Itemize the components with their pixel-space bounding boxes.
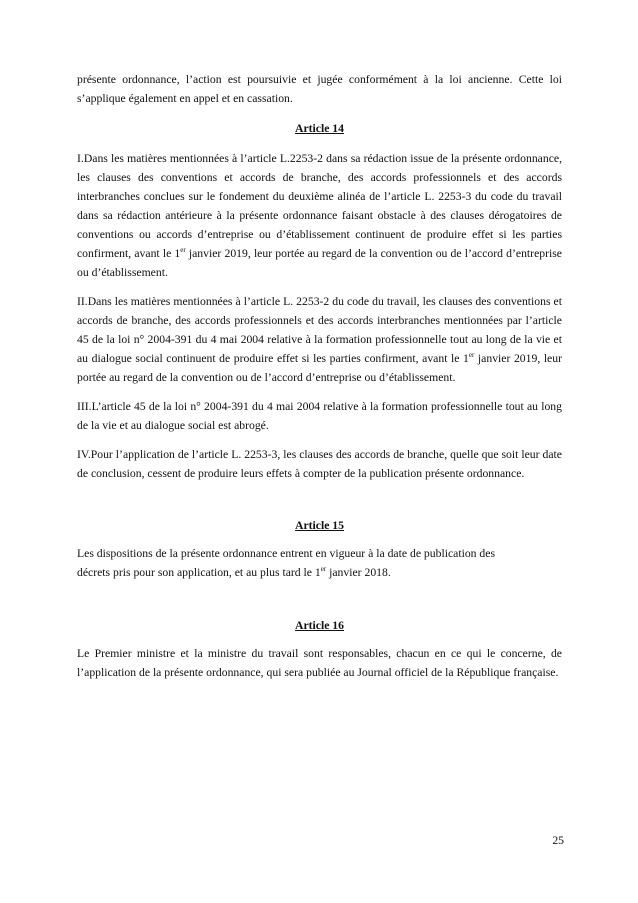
article-15-line-2-text-end: janvier 2018. <box>326 566 391 579</box>
document-page <box>77 70 562 682</box>
article-15-line-2-text: décrets pris pour son application, et au plus tard le 1 <box>77 566 321 579</box>
ordinal-superscript: er <box>468 351 475 360</box>
article-15-heading: Article 15 <box>295 519 344 532</box>
page-number: 25 <box>552 834 564 847</box>
article-14-paragraph-1-text-end: janvier 2019, leur portée au regard de la convention ou de l’accord d’entreprise ou d’établissement. <box>77 247 562 279</box>
article-14-paragraph-3: III.L’article 45 de la loi n° 2004-391 du 4 mai 2004 relative à la formation professionnelle tout au long de la vie et au dialogue social est abrogé. <box>77 400 562 432</box>
article-14-paragraph-4: IV.Pour l’application de l’article L. 2253-3, les clauses des accords de branche, quelle que soit leur date de conclusion, cessent de produire leurs effets à compter de la publication présente ordonnance. <box>77 448 562 480</box>
ordinal-superscript: er <box>320 565 327 574</box>
article-15-line-2 <box>77 563 562 582</box>
ordinal-superscript: er <box>180 246 186 255</box>
article-14-paragraph-1-text: I.Dans les matières mentionnées à l’article L.2253-2 dans sa rédaction issue de la présente ordonnance, les clauses des conventions et accords de branche, des accords professionnels et des accords interbranches conclues sur le fondement du deuxième alinéa de l’article L. 2253-3 du code du travail dans sa rédaction antérieure à la présente ordonnance faisant obstacle à des clauses dérogatoires de conventions ou accords d’entreprise ou d’établissement continuent de produire effet si les parties confirment, avant le 1 <box>77 152 562 260</box>
article-14-paragraph-2 <box>77 292 562 387</box>
article-14-paragraph-2-text-end: janvier 2019, leur portée au regard de la convention ou de l’accord d’entreprise ou d’établissement. <box>77 352 562 384</box>
article-16-heading: Article 16 <box>295 619 344 632</box>
article-16-paragraph: Le Premier ministre et la ministre du travail sont responsables, chacun en ce qui le concerne, de l’application de la présente ordonnance, qui sera publiée au Journal officiel de la République française. <box>77 647 562 679</box>
intro-paragraph: présente ordonnance, l’action est poursuivie et jugée conformément à la loi ancienne. Cette loi s’applique également en appel et en cassation. <box>77 73 562 105</box>
article-14-paragraph-2-text: II.Dans les matières mentionnées à l’article L. 2253-2 du code du travail, les clauses des conventions et accords de branche, des accords professionnels et des accords interbranches mentionnées par l’article 45 de la loi n° 2004-391 du 4 mai 2004 relative à la formation professionnelle tout au long de la vie et au dialogue social continuent de produire effet si les parties confirment, avant le 1 <box>77 295 562 365</box>
article-14-heading: Article 14 <box>295 122 344 135</box>
article-14-paragraph-1 <box>77 149 562 282</box>
article-15-line-1: Les dispositions de la présente ordonnance entrent en vigueur à la date de publication des <box>77 547 496 560</box>
